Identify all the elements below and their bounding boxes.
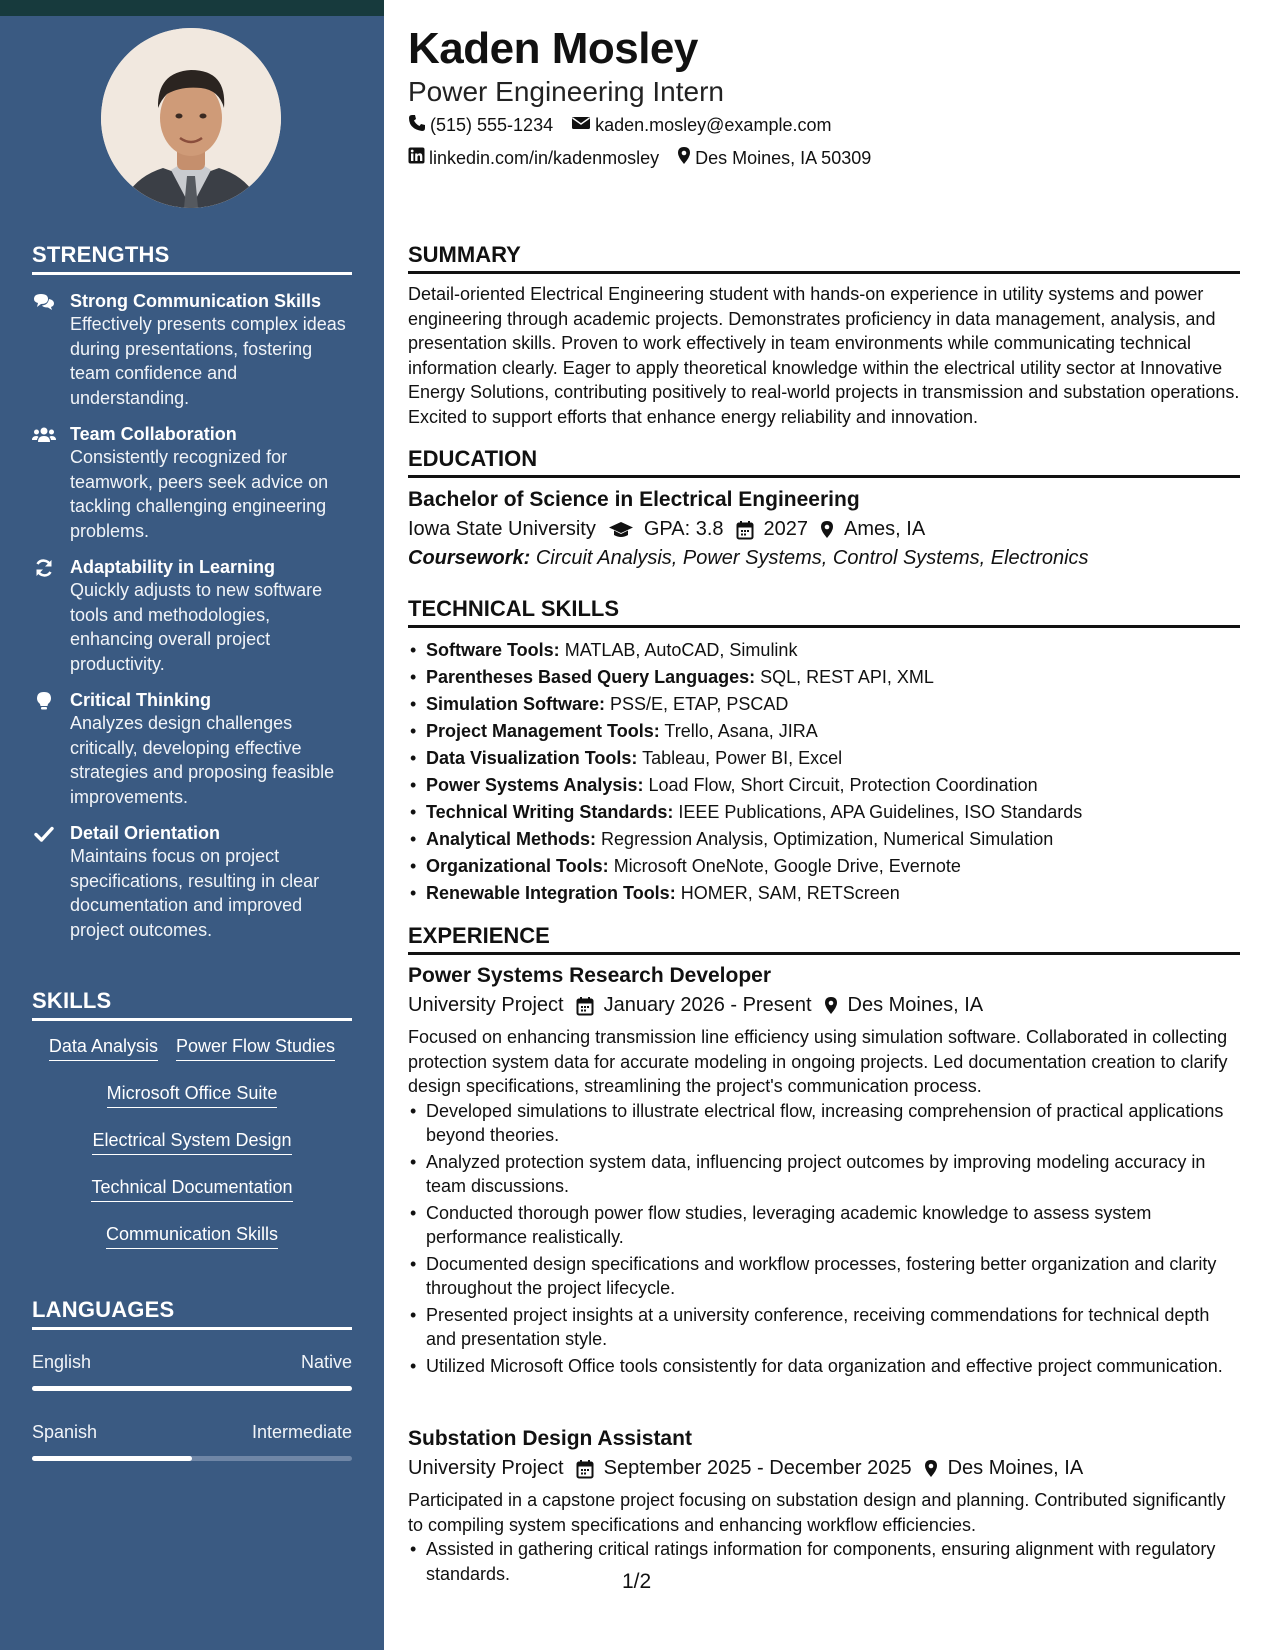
strength-description: Consistently recognized for teamwork, peers seek advice on tackling challenging engineering problems. xyxy=(70,447,329,541)
skill-label: Software Tools: xyxy=(426,640,560,660)
technical-skill-item xyxy=(408,799,1240,826)
map-pin-icon xyxy=(924,1459,938,1478)
skill-value: MATLAB, AutoCAD, Simulink xyxy=(564,640,798,660)
location-text: Des Moines, IA 50309 xyxy=(695,147,872,168)
location-contact xyxy=(677,146,871,170)
job-bullet: • Developed simulations to illustrate electrical flow, increasing comprehension of practical applications beyond theories. xyxy=(408,1099,1240,1148)
language-name: Spanish xyxy=(32,1422,98,1442)
email-contact[interactable] xyxy=(571,114,831,137)
language-name: English xyxy=(32,1352,92,1372)
skill-value: PSS/E, ETAP, PSCAD xyxy=(610,694,789,714)
strength-title: Detail Orientation xyxy=(70,823,221,843)
education-meta xyxy=(408,518,1240,541)
language-level: Intermediate xyxy=(251,1422,352,1442)
job-dates: January 2026 - Present xyxy=(603,994,812,1016)
technical-skill-item xyxy=(408,853,1240,880)
map-pin-icon xyxy=(824,996,838,1015)
language-item xyxy=(32,1422,352,1461)
school-name: Iowa State University xyxy=(408,518,596,540)
job-bullet: • Analyzed protection system data, influencing project outcomes by improving modeling accuracy in team discussions. xyxy=(408,1150,1240,1199)
email-text[interactable]: kaden.mosley@example.com xyxy=(595,115,832,135)
graduation-year: 2027 xyxy=(763,518,809,540)
language-item xyxy=(32,1352,352,1391)
technical-skill-item xyxy=(408,826,1240,853)
job-summary: Focused on enhancing transmission line efficiency using simulation software. Collaborated in collecting protection system data for accurate modeling in ongoing projects. Led documentation creation to clarify design specifications, streamlining the project's communication process. xyxy=(408,1027,1228,1096)
skill-tag: Data Analysis xyxy=(49,1034,158,1061)
job-meta xyxy=(408,1457,1240,1480)
linkedin-contact[interactable] xyxy=(408,146,659,170)
skill-value: Trello, Asana, JIRA xyxy=(664,721,818,741)
skill-label: Simulation Software: xyxy=(426,694,606,714)
skill-value: Tableau, Power BI, Excel xyxy=(642,748,843,768)
school-location: Ames, IA xyxy=(844,518,926,540)
skill-value: IEEE Publications, APA Guidelines, ISO Standards xyxy=(678,802,1083,822)
technical-skill-item xyxy=(408,772,1240,799)
skill-tag: Power Flow Studies xyxy=(176,1034,335,1061)
job-entry xyxy=(408,1427,1240,1586)
languages-heading: LANGUAGES xyxy=(32,1297,352,1330)
calendar-icon xyxy=(576,996,594,1016)
skill-value: Regression Analysis, Optimization, Numerical Simulation xyxy=(601,829,1054,849)
gpa-text: GPA: 3.8 xyxy=(643,518,724,540)
skill-label: Technical Writing Standards: xyxy=(426,802,674,822)
job-bullet: • Utilized Microsoft Office tools consistently for data organization and effective project communication. xyxy=(408,1354,1240,1379)
summary-text: Detail-oriented Electrical Engineering student with hands-on experience in utility systems and power engineering through academic projects. Demonstrates proficiency in data management, analysis, and presentation skills. Proven to work effectively in team environments while communicating technical information clearly. Eager to apply theoretical knowledge within the electrical utility sector at Innovative Energy Solutions, contributing positively to real-world projects in transmission and substation operations. Excited to support efforts that enhance energy reliability and innovation. xyxy=(408,284,1240,427)
skill-value: Microsoft OneNote, Google Drive, Evernote xyxy=(613,856,961,876)
envelope-icon xyxy=(571,115,591,136)
technical-skill-item xyxy=(408,880,1240,907)
strength-title: Strong Communication Skills xyxy=(70,291,322,311)
strengths-list xyxy=(32,290,352,955)
sidebar-top-bar xyxy=(0,0,384,16)
comments-icon xyxy=(32,292,56,312)
job-title: Substation Design Assistant xyxy=(408,1427,692,1450)
job-location: Des Moines, IA xyxy=(947,1457,1084,1479)
strength-item xyxy=(32,822,352,942)
skill-label: Data Visualization Tools: xyxy=(426,748,638,768)
technical-skill-item xyxy=(408,691,1240,718)
strength-title: Team Collaboration xyxy=(70,424,237,444)
map-pin-icon xyxy=(677,146,691,170)
profile-photo xyxy=(101,28,281,208)
strength-description: Quickly adjusts to new software tools and methodologies, enhancing overall project productivity. xyxy=(70,580,323,674)
check-icon xyxy=(32,824,56,844)
job-title: Power Systems Research Developer xyxy=(408,964,772,987)
strength-item xyxy=(32,290,352,410)
skill-label: Project Management Tools: xyxy=(426,721,660,741)
contact-row xyxy=(408,114,831,137)
skill-tag: Microsoft Office Suite xyxy=(107,1081,278,1108)
job-summary: Participated in a capstone project focusing on substation design and planning. Contributed significantly to compiling system specifications and enhancing workflow efficiencies. xyxy=(408,1490,1226,1535)
language-proficiency-bar xyxy=(32,1456,352,1461)
skill-label: Organizational Tools: xyxy=(426,856,609,876)
strength-title: Critical Thinking xyxy=(70,690,212,710)
users-icon xyxy=(32,425,56,445)
language-level: Native xyxy=(300,1352,352,1372)
job-organization: University Project xyxy=(408,1457,564,1479)
page-number: 1/2 xyxy=(622,1570,652,1593)
skill-label: Renewable Integration Tools: xyxy=(426,883,676,903)
coursework-line xyxy=(408,547,1240,570)
skill-label: Power Systems Analysis: xyxy=(426,775,644,795)
graduation-cap-icon xyxy=(608,521,634,539)
calendar-icon xyxy=(736,520,754,540)
strength-description: Maintains focus on project specifications, resulting in clear documentation and improved project outcomes. xyxy=(70,846,320,940)
experience-heading: EXPERIENCE xyxy=(408,923,1240,955)
map-pin-icon xyxy=(820,520,834,539)
strengths-heading: STRENGTHS xyxy=(32,242,352,275)
job-bullet: • Presented project insights at a university conference, receiving commendations for technical depth and presentation style. xyxy=(408,1303,1240,1352)
technical-skill-item xyxy=(408,637,1240,664)
skills-heading: SKILLS xyxy=(32,988,352,1021)
technical-skill-item xyxy=(408,745,1240,772)
degree-title: Bachelor of Science in Electrical Engineering xyxy=(408,488,860,511)
phone-text: (515) 555-1234 xyxy=(430,115,554,135)
skill-label: Analytical Methods: xyxy=(426,829,597,849)
calendar-icon xyxy=(576,1459,594,1479)
job-bullets xyxy=(408,1537,1240,1586)
technical-skills-heading: TECHNICAL SKILLS xyxy=(408,596,1240,628)
contact-row xyxy=(408,146,871,170)
strength-item xyxy=(32,423,352,543)
skill-tag: Electrical System Design xyxy=(92,1128,291,1155)
job-bullet: • Documented design specifications and workflow processes, fostering better organization and clarity throughout the project lifecycle. xyxy=(408,1252,1240,1301)
phone-icon xyxy=(408,114,426,137)
education-entry xyxy=(408,488,1240,570)
job-dates: September 2025 - December 2025 xyxy=(603,1457,912,1479)
job-location: Des Moines, IA xyxy=(847,994,984,1016)
phone-contact xyxy=(408,114,553,137)
job-meta xyxy=(408,994,1240,1017)
lightbulb-icon xyxy=(32,691,56,711)
summary-heading: SUMMARY xyxy=(408,242,1240,274)
education-heading: EDUCATION xyxy=(408,446,1240,478)
job-organization: University Project xyxy=(408,994,564,1016)
linkedin-text[interactable]: linkedin.com/in/kadenmosley xyxy=(429,147,660,168)
skill-value: Load Flow, Short Circuit, Protection Coordination xyxy=(648,775,1038,795)
candidate-name: Kaden Mosley xyxy=(408,24,698,73)
skill-tag: Communication Skills xyxy=(106,1222,278,1249)
skills-list xyxy=(32,1034,352,1269)
skill-tag: Technical Documentation xyxy=(91,1175,292,1202)
strength-description: Analyzes design challenges critically, developing effective strategies and proposing feasible improvements. xyxy=(70,713,335,807)
linkedin-icon xyxy=(408,147,425,169)
skill-value: HOMER, SAM, RETScreen xyxy=(680,883,900,903)
sidebar xyxy=(0,0,384,1650)
technical-skill-item xyxy=(408,718,1240,745)
skill-value: SQL, REST API, XML xyxy=(760,667,934,687)
job-bullet: • Conducted thorough power flow studies, leveraging academic knowledge to assess system performance realistically. xyxy=(408,1201,1240,1250)
skill-label: Parentheses Based Query Languages: xyxy=(426,667,756,687)
job-bullet: • Assisted in gathering critical ratings information for components, ensuring alignment with regulatory standards. xyxy=(408,1537,1240,1586)
coursework-label: Coursework: xyxy=(408,547,531,569)
strength-item xyxy=(32,689,352,809)
strength-item xyxy=(32,556,352,676)
strength-title: Adaptability in Learning xyxy=(70,557,276,577)
technical-skill-item xyxy=(408,664,1240,691)
coursework-text: Circuit Analysis, Power Systems, Control Systems, Electronics xyxy=(535,547,1089,569)
job-entry xyxy=(408,964,1240,1378)
refresh-icon xyxy=(32,558,56,578)
strength-description: Effectively presents complex ideas during presentations, fostering team confidence and understanding. xyxy=(70,314,346,408)
technical-skills-list xyxy=(408,637,1240,907)
language-proficiency-bar xyxy=(32,1386,352,1391)
job-bullets xyxy=(408,1099,1240,1379)
candidate-role: Power Engineering Intern xyxy=(408,76,724,107)
